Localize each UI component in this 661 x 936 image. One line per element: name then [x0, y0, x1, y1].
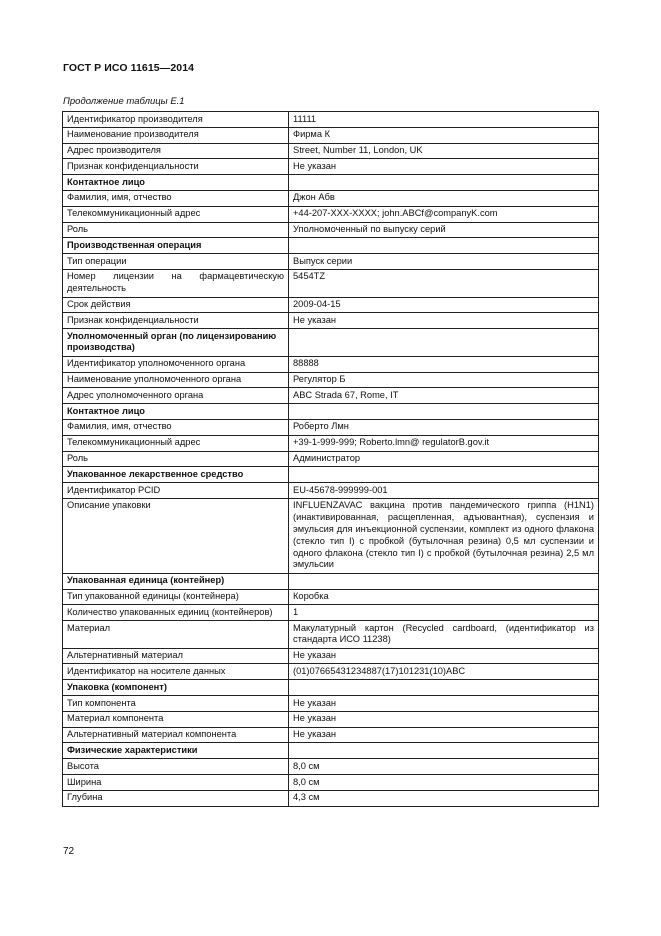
- section-header-row: [63, 680, 599, 696]
- field-label: Фамилия, имя, отчество: [63, 190, 289, 206]
- field-value: 5454TZ: [289, 269, 599, 297]
- section-header-row: [63, 404, 599, 420]
- section-title: Контактное лицо: [63, 404, 289, 420]
- table-row: [63, 621, 599, 649]
- table-row: [63, 297, 599, 313]
- field-value: [289, 680, 599, 696]
- table-row: [63, 143, 599, 159]
- field-value: [289, 175, 599, 191]
- field-value: INFLUENZAVAC вакцина против пандемического гриппа (H1N1) (инактивированная, расщепленная, адъювантная), суспензия и эмульсия для инъекционной суспензии, комплект из одного флакона (стекло тип I) с пробкой (бутылочная резина) 0,5 мл суспензии и одного флакона (стекло тип I) с пробкой (бутылочная резина) 2,5 мл эмульсии: [289, 498, 599, 573]
- section-title: Производственная операция: [63, 238, 289, 254]
- field-value: 11111: [289, 112, 599, 128]
- field-value: [289, 404, 599, 420]
- table-row: [63, 356, 599, 372]
- table-row: [63, 451, 599, 467]
- field-value: Регулятор Б: [289, 372, 599, 388]
- table-row: [63, 727, 599, 743]
- table-row: [63, 372, 599, 388]
- table-row: [63, 127, 599, 143]
- table-row: [63, 190, 599, 206]
- field-label: Высота: [63, 759, 289, 775]
- section-header-row: [63, 238, 599, 254]
- table-continuation-caption: Продолжение таблицы Е.1: [63, 96, 185, 107]
- section-title: Уполномоченный орган (по лицензированию производства): [63, 329, 289, 357]
- field-value: Выпуск серии: [289, 254, 599, 270]
- field-value: [289, 743, 599, 759]
- field-label: Адрес производителя: [63, 143, 289, 159]
- table-row: [63, 664, 599, 680]
- field-value: Не указан: [289, 313, 599, 329]
- field-label: Телекоммуникационный адрес: [63, 435, 289, 451]
- table-body: [63, 112, 599, 807]
- field-label: Материал: [63, 621, 289, 649]
- field-label: Материал компонента: [63, 711, 289, 727]
- section-header-row: [63, 329, 599, 357]
- field-value: 2009-04-15: [289, 297, 599, 313]
- field-value: 4,3 см: [289, 790, 599, 806]
- field-label: Роль: [63, 222, 289, 238]
- document-title: ГОСТ Р ИСО 11615—2014: [63, 62, 195, 74]
- table-row: [63, 313, 599, 329]
- field-value: Джон Абв: [289, 190, 599, 206]
- field-value: ABC Strada 67, Rome, IT: [289, 388, 599, 404]
- field-label: Признак конфиденциальности: [63, 159, 289, 175]
- section-title: Физические характеристики: [63, 743, 289, 759]
- table-row: [63, 159, 599, 175]
- field-value: 8,0 см: [289, 775, 599, 791]
- table-row: [63, 419, 599, 435]
- table-row: [63, 790, 599, 806]
- table-row: [63, 206, 599, 222]
- table-row: [63, 483, 599, 499]
- table-row: [63, 388, 599, 404]
- field-label: Тип операции: [63, 254, 289, 270]
- section-header-row: [63, 175, 599, 191]
- field-value: Администратор: [289, 451, 599, 467]
- page-number: 72: [63, 846, 75, 857]
- section-header-row: [63, 467, 599, 483]
- field-value: Не указан: [289, 727, 599, 743]
- table-row: [63, 435, 599, 451]
- field-value: +44-207-XXX-XXXX; john.ABCf@companyK.com: [289, 206, 599, 222]
- field-label: Идентификатор PCID: [63, 483, 289, 499]
- table-row: [63, 222, 599, 238]
- field-label: Срок действия: [63, 297, 289, 313]
- field-value: [289, 573, 599, 589]
- field-label: Идентификатор уполномоченного органа: [63, 356, 289, 372]
- field-value: 1: [289, 605, 599, 621]
- field-value: [289, 329, 599, 357]
- field-value: Street, Number 11, London, UK: [289, 143, 599, 159]
- field-value: Макулатурный картон (Recycled cardboard, (идентификатор из стандарта ИСО 11238): [289, 621, 599, 649]
- field-value: [289, 467, 599, 483]
- field-label: Идентификатор на носителе данных: [63, 664, 289, 680]
- field-value: 88888: [289, 356, 599, 372]
- field-label: Телекоммуникационный адрес: [63, 206, 289, 222]
- section-header-row: [63, 573, 599, 589]
- field-value: Не указан: [289, 696, 599, 712]
- section-header-row: [63, 743, 599, 759]
- field-value: [289, 238, 599, 254]
- field-value: Не указан: [289, 159, 599, 175]
- field-label: Ширина: [63, 775, 289, 791]
- field-label: Идентификатор производителя: [63, 112, 289, 128]
- section-title: Контактное лицо: [63, 175, 289, 191]
- field-value: 8,0 см: [289, 759, 599, 775]
- table-row: [63, 269, 599, 297]
- field-label: Альтернативный материал компонента: [63, 727, 289, 743]
- field-label: Описание упаковки: [63, 498, 289, 573]
- field-value: EU-45678-999999-001: [289, 483, 599, 499]
- section-title: Упаковка (компонент): [63, 680, 289, 696]
- table-row: [63, 498, 599, 573]
- table-row: [63, 589, 599, 605]
- table-row: [63, 605, 599, 621]
- field-value: Не указан: [289, 648, 599, 664]
- field-label: Наименование уполномоченного органа: [63, 372, 289, 388]
- table-row: [63, 775, 599, 791]
- field-value: Не указан: [289, 711, 599, 727]
- field-value: Уполномоченный по выпуску серий: [289, 222, 599, 238]
- table-row: [63, 112, 599, 128]
- field-value: +39-1-999-999; Roberto.lmn@ regulatorB.gov.it: [289, 435, 599, 451]
- field-label: Количество упакованных единиц (контейнеров): [63, 605, 289, 621]
- field-label: Адрес уполномоченного органа: [63, 388, 289, 404]
- field-label: Роль: [63, 451, 289, 467]
- field-value: (01)07665431234887(17)101231(10)ABC: [289, 664, 599, 680]
- table-row: [63, 254, 599, 270]
- field-label: Фамилия, имя, отчество: [63, 419, 289, 435]
- section-title: Упакованная единица (контейнер): [63, 573, 289, 589]
- field-label: Тип компонента: [63, 696, 289, 712]
- table-row: [63, 648, 599, 664]
- section-title: Упакованное лекарственное средство: [63, 467, 289, 483]
- field-value: Коробка: [289, 589, 599, 605]
- field-label: Наименование производителя: [63, 127, 289, 143]
- table-row: [63, 711, 599, 727]
- table-row: [63, 696, 599, 712]
- field-label: Номер лицензии на фармацевтическую деятельность: [63, 269, 289, 297]
- data-table: [62, 111, 599, 807]
- field-value: Роберто Лмн: [289, 419, 599, 435]
- field-label: Признак конфиденциальности: [63, 313, 289, 329]
- field-label: Глубина: [63, 790, 289, 806]
- field-label: Тип упакованной единицы (контейнера): [63, 589, 289, 605]
- table-row: [63, 759, 599, 775]
- field-label: Альтернативный материал: [63, 648, 289, 664]
- field-value: Фирма К: [289, 127, 599, 143]
